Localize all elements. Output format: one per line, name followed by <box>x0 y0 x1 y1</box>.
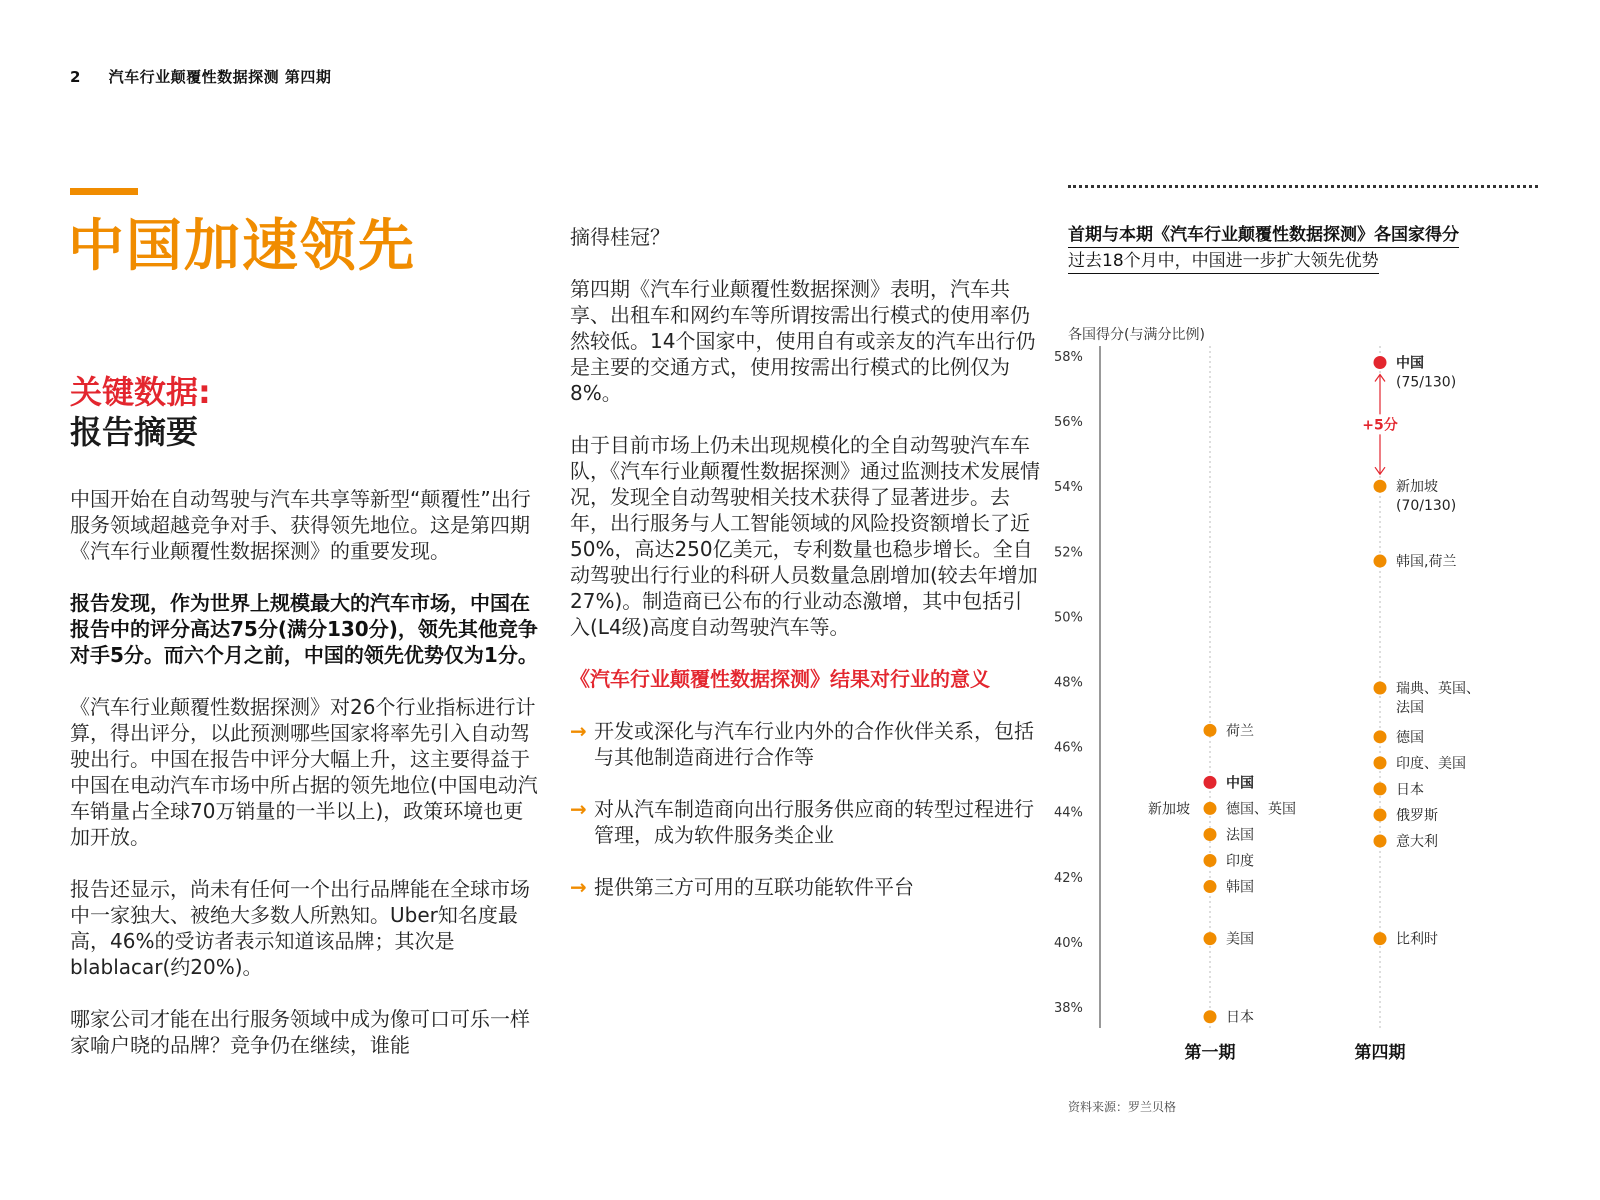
page-title: 中国加速领先 <box>68 214 416 279</box>
data-label: 荷兰 <box>1226 723 1254 740</box>
data-point <box>1374 555 1387 568</box>
data-point <box>1204 880 1217 893</box>
data-point <box>1204 828 1217 841</box>
data-label: 韩国,荷兰 <box>1396 554 1457 571</box>
data-label: 新加坡 <box>1396 479 1438 496</box>
paragraph: 由于目前市场上仍未出现规模化的全自动驾驶汽车车队，《汽车行业颠覆性数据探测》通过监测技术发展情况，发现全自动驾驶相关技术获得了显著进步。去年，出行服务与人工智能领域的风险投资额增长了近50%，高达250亿美元，专利数量也稳步增长。全自动驾驶出行行业的科研人员数量急剧增加(较去年增加27%)。制造商已公布的行业动态激增，其中包括引入(L4级)高度自动驾驶汽车等。 <box>570 433 1040 639</box>
data-point <box>1374 756 1387 769</box>
implications-heading: 《汽车行业颠覆性数据探测》结果对行业的意义 <box>570 667 990 691</box>
data-label: 比利时 <box>1396 931 1438 948</box>
paragraph: 《汽车行业颠覆性数据探测》对26个行业指标进行计算，得出评分，以此预测哪些国家将率先引入自动驾驶出行。中国在报告中评分大幅上升，这主要得益于中国在电动汽车市场中所占据的领先地位(中国电动汽车销量占全球70万销量的一半以上)，政策环境也更加开放。 <box>70 695 538 849</box>
paragraph: 中国开始在自动驾驶与汽车共享等新型“颠覆性”出行服务领域超越竞争对手、获得领先地位。这是第四期《汽车行业颠覆性数据探测》的重要发现。 <box>70 487 531 563</box>
data-point <box>1374 356 1387 369</box>
arrow-right-icon: → <box>570 719 587 743</box>
paragraph: 第四期《汽车行业颠覆性数据探测》表明，汽车共享、出租车和网约车等所谓按需出行模式的使用率仍然较低。14个国家中，使用自有或亲友的汽车出行仍是主要的交通方式，使用按需出行模式的比例仅为8%。 <box>570 277 1036 405</box>
data-point <box>1374 682 1387 695</box>
data-point <box>1374 834 1387 847</box>
data-label: 中国 <box>1396 355 1424 372</box>
x-category-label: 第四期 <box>1354 1043 1406 1063</box>
bullet-text: 提供第三方可用的互联功能软件平台 <box>594 875 914 899</box>
page-header <box>70 66 331 87</box>
annotation-label: +5分 <box>1362 417 1398 434</box>
arrow-right-icon: → <box>570 875 587 899</box>
data-point <box>1374 730 1387 743</box>
data-point <box>1204 854 1217 867</box>
y-tick-label: 54% <box>1054 480 1083 496</box>
data-label: 印度、美国 <box>1396 755 1466 772</box>
data-label: 日本 <box>1226 1009 1254 1026</box>
data-sublabel: 法国 <box>1396 700 1424 716</box>
y-tick-label: 42% <box>1054 870 1083 886</box>
publication-title: 汽车行业颠覆性数据探测 第四期 <box>108 68 332 86</box>
bullet-text: 开发或深化与汽车行业内外的合作伙伴关系，包括与其他制造商进行合作等 <box>594 719 1034 769</box>
key-data-label: 关键数据: <box>70 373 211 411</box>
data-label: 瑞典、英国、 <box>1396 681 1480 697</box>
data-label: 德国、英国 <box>1226 801 1296 818</box>
data-point <box>1204 802 1217 815</box>
data-label-left: 新加坡 <box>1148 801 1190 818</box>
y-tick-label: 46% <box>1054 740 1083 756</box>
data-point <box>1374 480 1387 493</box>
data-point <box>1204 1010 1217 1023</box>
bullet-item <box>570 874 1040 900</box>
chart-plot <box>1054 180 1560 1120</box>
chart-subtitle: 过去18个月中，中国进一步扩大领先优势 <box>1068 246 1379 274</box>
paragraph: 摘得桂冠？ <box>570 225 670 249</box>
data-label: 法国 <box>1226 827 1254 844</box>
y-tick-label: 58% <box>1054 350 1083 365</box>
y-tick-label: 48% <box>1054 675 1083 691</box>
y-tick-label: 44% <box>1054 805 1083 821</box>
data-label: 意大利 <box>1396 833 1438 850</box>
paragraph: 哪家公司才能在出行服务领域中成为像可口可乐一样家喻户晓的品牌？竞争仍在继续，谁能 <box>70 1007 530 1057</box>
data-point <box>1204 932 1217 945</box>
text-column-left <box>70 486 540 1084</box>
data-sublabel: (75/130) <box>1396 374 1457 391</box>
paragraph-bold: 报告发现，作为世界上规模最大的汽车市场，中国在报告中的评分高达75分(满分130分)，领先其他竞争对手5分。而六个月之前，中国的领先优势仅为1分。 <box>70 591 538 667</box>
bullet-text: 对从汽车制造商向出行服务供应商的转型过程进行管理，成为软件服务类企业 <box>594 797 1034 847</box>
data-sublabel: (70/130) <box>1396 498 1457 515</box>
report-summary-label: 报告摘要 <box>70 413 199 451</box>
text-column-middle <box>570 224 1040 926</box>
country-score-chart <box>1054 180 1560 1120</box>
page-number: 2 <box>70 68 81 86</box>
y-tick-label: 52% <box>1054 545 1083 561</box>
data-label: 印度 <box>1226 853 1254 870</box>
title-accent-bar <box>70 188 138 195</box>
paragraph: 报告还显示，尚未有任何一个出行品牌能在全球市场中一家独大、被绝大多数人所熟知。Uber知名度最高，46%的受访者表示知道该品牌；其次是blablacar(约20%)。 <box>70 877 530 979</box>
key-data-heading <box>70 372 211 452</box>
y-tick-label: 50% <box>1054 610 1083 626</box>
bullet-item <box>570 796 1040 848</box>
data-point <box>1374 932 1387 945</box>
x-category-label: 第一期 <box>1184 1043 1236 1063</box>
data-label: 中国 <box>1226 775 1254 792</box>
data-point <box>1204 724 1217 737</box>
y-axis-label: 各国得分(与满分比例) <box>1068 327 1205 343</box>
data-label: 日本 <box>1396 781 1424 798</box>
data-point <box>1374 782 1387 795</box>
data-point <box>1374 808 1387 821</box>
chart-source: 资料来源：罗兰贝格 <box>1068 1100 1177 1114</box>
bullet-item <box>570 718 1040 770</box>
y-tick-label: 38% <box>1054 1000 1083 1016</box>
data-label: 美国 <box>1226 931 1254 948</box>
arrow-right-icon: → <box>570 797 587 821</box>
data-point <box>1204 776 1217 789</box>
chart-title: 首期与本期《汽车行业颠覆性数据探测》各国家得分 <box>1068 220 1459 248</box>
y-tick-label: 40% <box>1054 935 1083 951</box>
data-label: 德国 <box>1396 729 1424 746</box>
y-tick-label: 56% <box>1054 415 1083 431</box>
data-label: 俄罗斯 <box>1396 807 1438 824</box>
data-label: 韩国 <box>1226 879 1254 896</box>
